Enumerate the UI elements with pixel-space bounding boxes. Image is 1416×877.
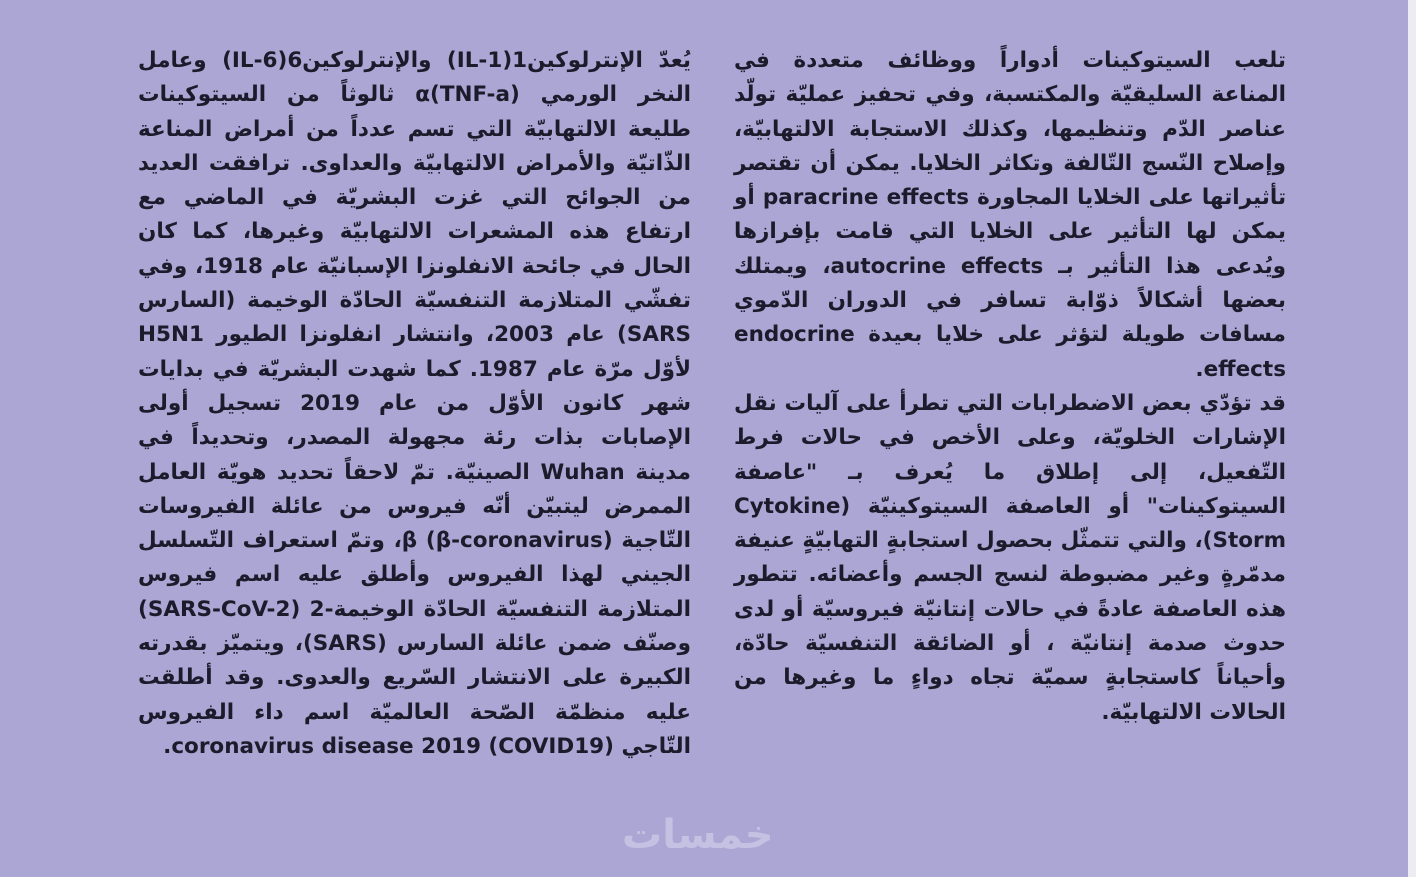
watermark-logo: خمسات — [622, 812, 774, 858]
paragraph-cytokine-roles: تلعب السيتوكينات أدواراً ووظائف متعددة في المناعة السليقيّة والمكتسبة، وفي تحفيز عمليّة تولّد عناصر الدّم وتنظيمها، وكذلك الاستجابة الالتهابيّة، وإصلاح النّسج التّالفة وتكاثر الخلايا. يمكن أن تقتصر تأثيراتها على الخلايا المجاورة paracrine effects أو يمكن لها التأثير على الخلايا التي قامت بإفرازها ويُدعى هذا التأثير بـ autocrine effects، ويمتلك بعضها أشكالاً ذوّابة تسافر في الدوران الدّموي مسافات طويلة لتؤثر على خلايا بعيدة endocrine effects. — [734, 48, 1287, 382]
right-text-column — [734, 44, 1286, 730]
left-text-column — [138, 44, 691, 764]
paragraph-cytokine-storm: قد تؤدّي بعض الاضطرابات التي تطرأ على آليات نقل الإشارات الخلويّة، وعلى الأخص في حالات فرط التّفعيل، إلى إطلاق ما يُعرف بـ "عاصفة السيتوكينات" أو العاصفة السيتوكينيّة (Cytokine Storm)، والتي تتمثّل بحصول استجابةٍ التهابيّةٍ عنيفة مدمّرةٍ وغير مضبوطة لنسج الجسم وأعضائه. تتطور هذه العاصفة عادةً في حالات إنتانيّة فيروسيّة أو لدى حدوث صدمة إنتانيّة ، أو الضائقة التنفسيّة حادّة، وأحياناً كاستجابةٍ سميّة تجاه دواءٍ ما وغيرها من الحالات الالتهابيّة. — [734, 390, 1286, 725]
page-edge — [1408, 0, 1416, 877]
paragraph-covid19: يُعدّ الإنترلوكين1(IL-1) والإنترلوكين6(IL-6) وعامل النخر الورمي α(TNF-a) ثالوثاً من السيتوكينات طليعة الالتهابيّة التي تسم عدداً من أمراض المناعة الذّاتيّة والأمراض الالتهابيّة والعداوى. ترافقت العديد من الجوائح التي غزت البشريّة في الماضي مع ارتفاع هذه المشعرات الالتهابيّة وغيرها، كما كان الحال في جائحة الانفلونزا الإسبانيّة عام 1918، وفي تفشّي المتلازمة التنفسيّة الحادّة الوخيمة (السارس SARS) عام 2003، وانتشار انفلونزا الطيور H5N1 لأوّل مرّة عام 1987. كما شهدت البشريّة في بدايات شهر كانون الأوّل من عام 2019 تسجيل أولى الإصابات بذات رئة مجهولة المصدر، وتحديداً في مدينة Wuhan الصينيّة. تمّ لاحقاً تحديد هويّة العامل الممرض ليتبيّن أنّه فيروس من عائلة الفيروسات التّاجية β (β-coronavirus)، وتمّ استعراف التّسلسل الجيني لهذا الفيروس وأطلق عليه اسم فيروس المتلازمة التنفسيّة الحادّة الوخيمة-2 (SARS-CoV-2) وصنّف ضمن عائلة السارس (SARS)، ويتميّز بقدرته الكبيرة على الانتشار السّريع والعدوى. وقد أطلقت عليه منظمّة الصّحة العالميّة اسم داء الفيروس التّاجي coronavirus disease 2019 (COVID19). — [138, 48, 692, 759]
